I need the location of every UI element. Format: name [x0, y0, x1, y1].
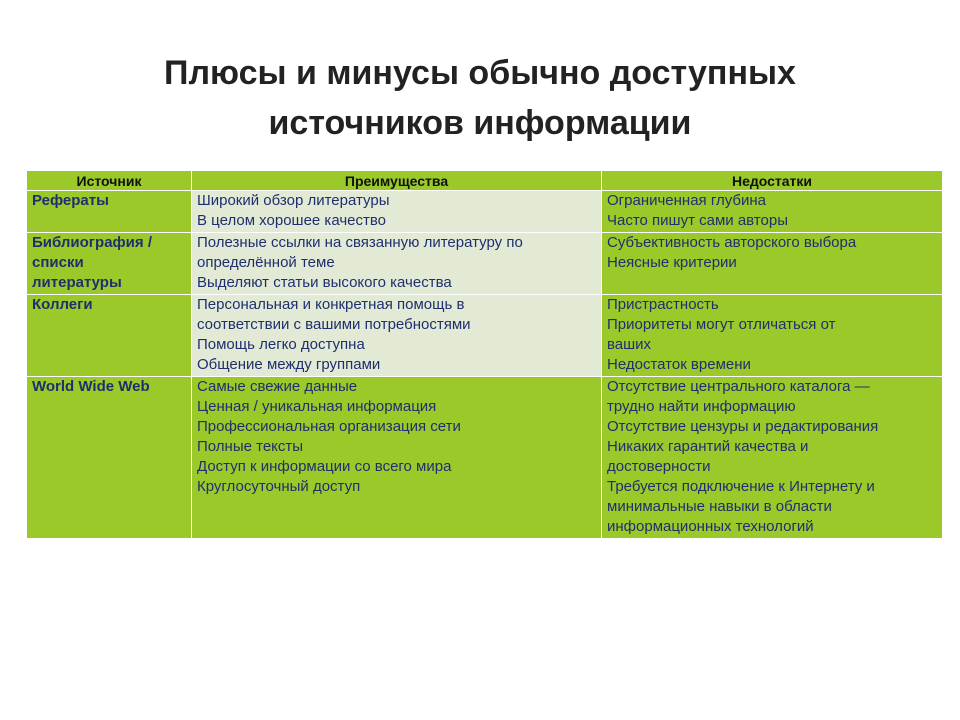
- cell-line: Библиография /: [32, 234, 152, 251]
- advantages-cell: [192, 295, 602, 377]
- title-line-1: Плюсы и минусы обычно доступных: [164, 54, 796, 92]
- cell-line: Полные тексты: [197, 438, 304, 455]
- cell-line: минимальные навыки в области: [607, 498, 832, 515]
- advantages-cell: [192, 377, 602, 539]
- header-row: [27, 171, 943, 191]
- cell-line: ваших: [607, 336, 652, 353]
- disadvantages-cell: [602, 295, 943, 377]
- cell-line: Помощь легко доступна: [197, 336, 365, 353]
- cell-line: Общение между группами: [197, 356, 381, 373]
- source-cell: [27, 295, 192, 377]
- cell-line: Никаких гарантий качества и: [607, 438, 809, 455]
- cell-line: Отсутствие центрального каталога —: [607, 378, 870, 395]
- cell-line: Неясные критерии: [607, 254, 737, 271]
- source-cell: [27, 191, 192, 233]
- sources-table: [26, 170, 943, 539]
- cell-line: Полезные ссылки на связанную литературу по: [197, 234, 523, 251]
- cell-line: Коллеги: [32, 296, 93, 313]
- disadvantages-cell: [602, 191, 943, 233]
- cell-line: литературы: [32, 274, 122, 291]
- cell-line: определённой теме: [197, 254, 335, 271]
- source-cell: [27, 377, 192, 539]
- title-line-2: источников информации: [268, 104, 692, 142]
- cell-line: соответствии с вашими потребностями: [197, 316, 471, 333]
- cell-line: Ценная / уникальная информация: [197, 398, 437, 415]
- page-title: [0, 48, 960, 148]
- source-cell: [27, 233, 192, 295]
- cell-line: Круглосуточный доступ: [197, 478, 361, 495]
- cell-line: World Wide Web: [32, 378, 150, 395]
- cell-line: трудно найти информацию: [607, 398, 796, 415]
- cell-line: Недостаток времени: [607, 356, 751, 373]
- disadvantages-cell: [602, 233, 943, 295]
- cell-line: Субъективность авторского выбора: [607, 234, 857, 251]
- cell-line: Самые свежие данные: [197, 378, 358, 395]
- header-source: Источник: [27, 171, 192, 191]
- cell-line: Пристрастность: [607, 296, 719, 313]
- cell-line: Персональная и конкретная помощь в: [197, 296, 465, 313]
- table-row: [27, 233, 943, 295]
- cell-line: Профессиональная организация сети: [197, 418, 461, 435]
- cell-line: Часто пишут сами авторы: [607, 212, 788, 229]
- advantages-cell: [192, 233, 602, 295]
- table-row: [27, 295, 943, 377]
- cell-line: Рефераты: [32, 192, 109, 209]
- cell-line: достоверности: [607, 458, 711, 475]
- cell-line: Широкий обзор литературы: [197, 192, 390, 209]
- cell-line: Требуется подключение к Интернету и: [607, 478, 875, 495]
- advantages-cell: [192, 191, 602, 233]
- cell-line: Отсутствие цензуры и редактирования: [607, 418, 879, 435]
- table-row: [27, 191, 943, 233]
- cell-line: Приоритеты могут отличаться от: [607, 316, 836, 333]
- cell-line: Выделяют статьи высокого качества: [197, 274, 452, 291]
- cell-line: информационных технологий: [607, 518, 814, 535]
- cell-line: В целом хорошее качество: [197, 212, 387, 229]
- cell-line: Доступ к информации со всего мира: [197, 458, 452, 475]
- disadvantages-cell: [602, 377, 943, 539]
- header-advantages: Преимущества: [192, 171, 602, 191]
- header-disadvantages: Недостатки: [602, 171, 943, 191]
- table-row: [27, 377, 943, 539]
- cell-line: списки: [32, 254, 84, 271]
- cell-line: Ограниченная глубина: [607, 192, 767, 209]
